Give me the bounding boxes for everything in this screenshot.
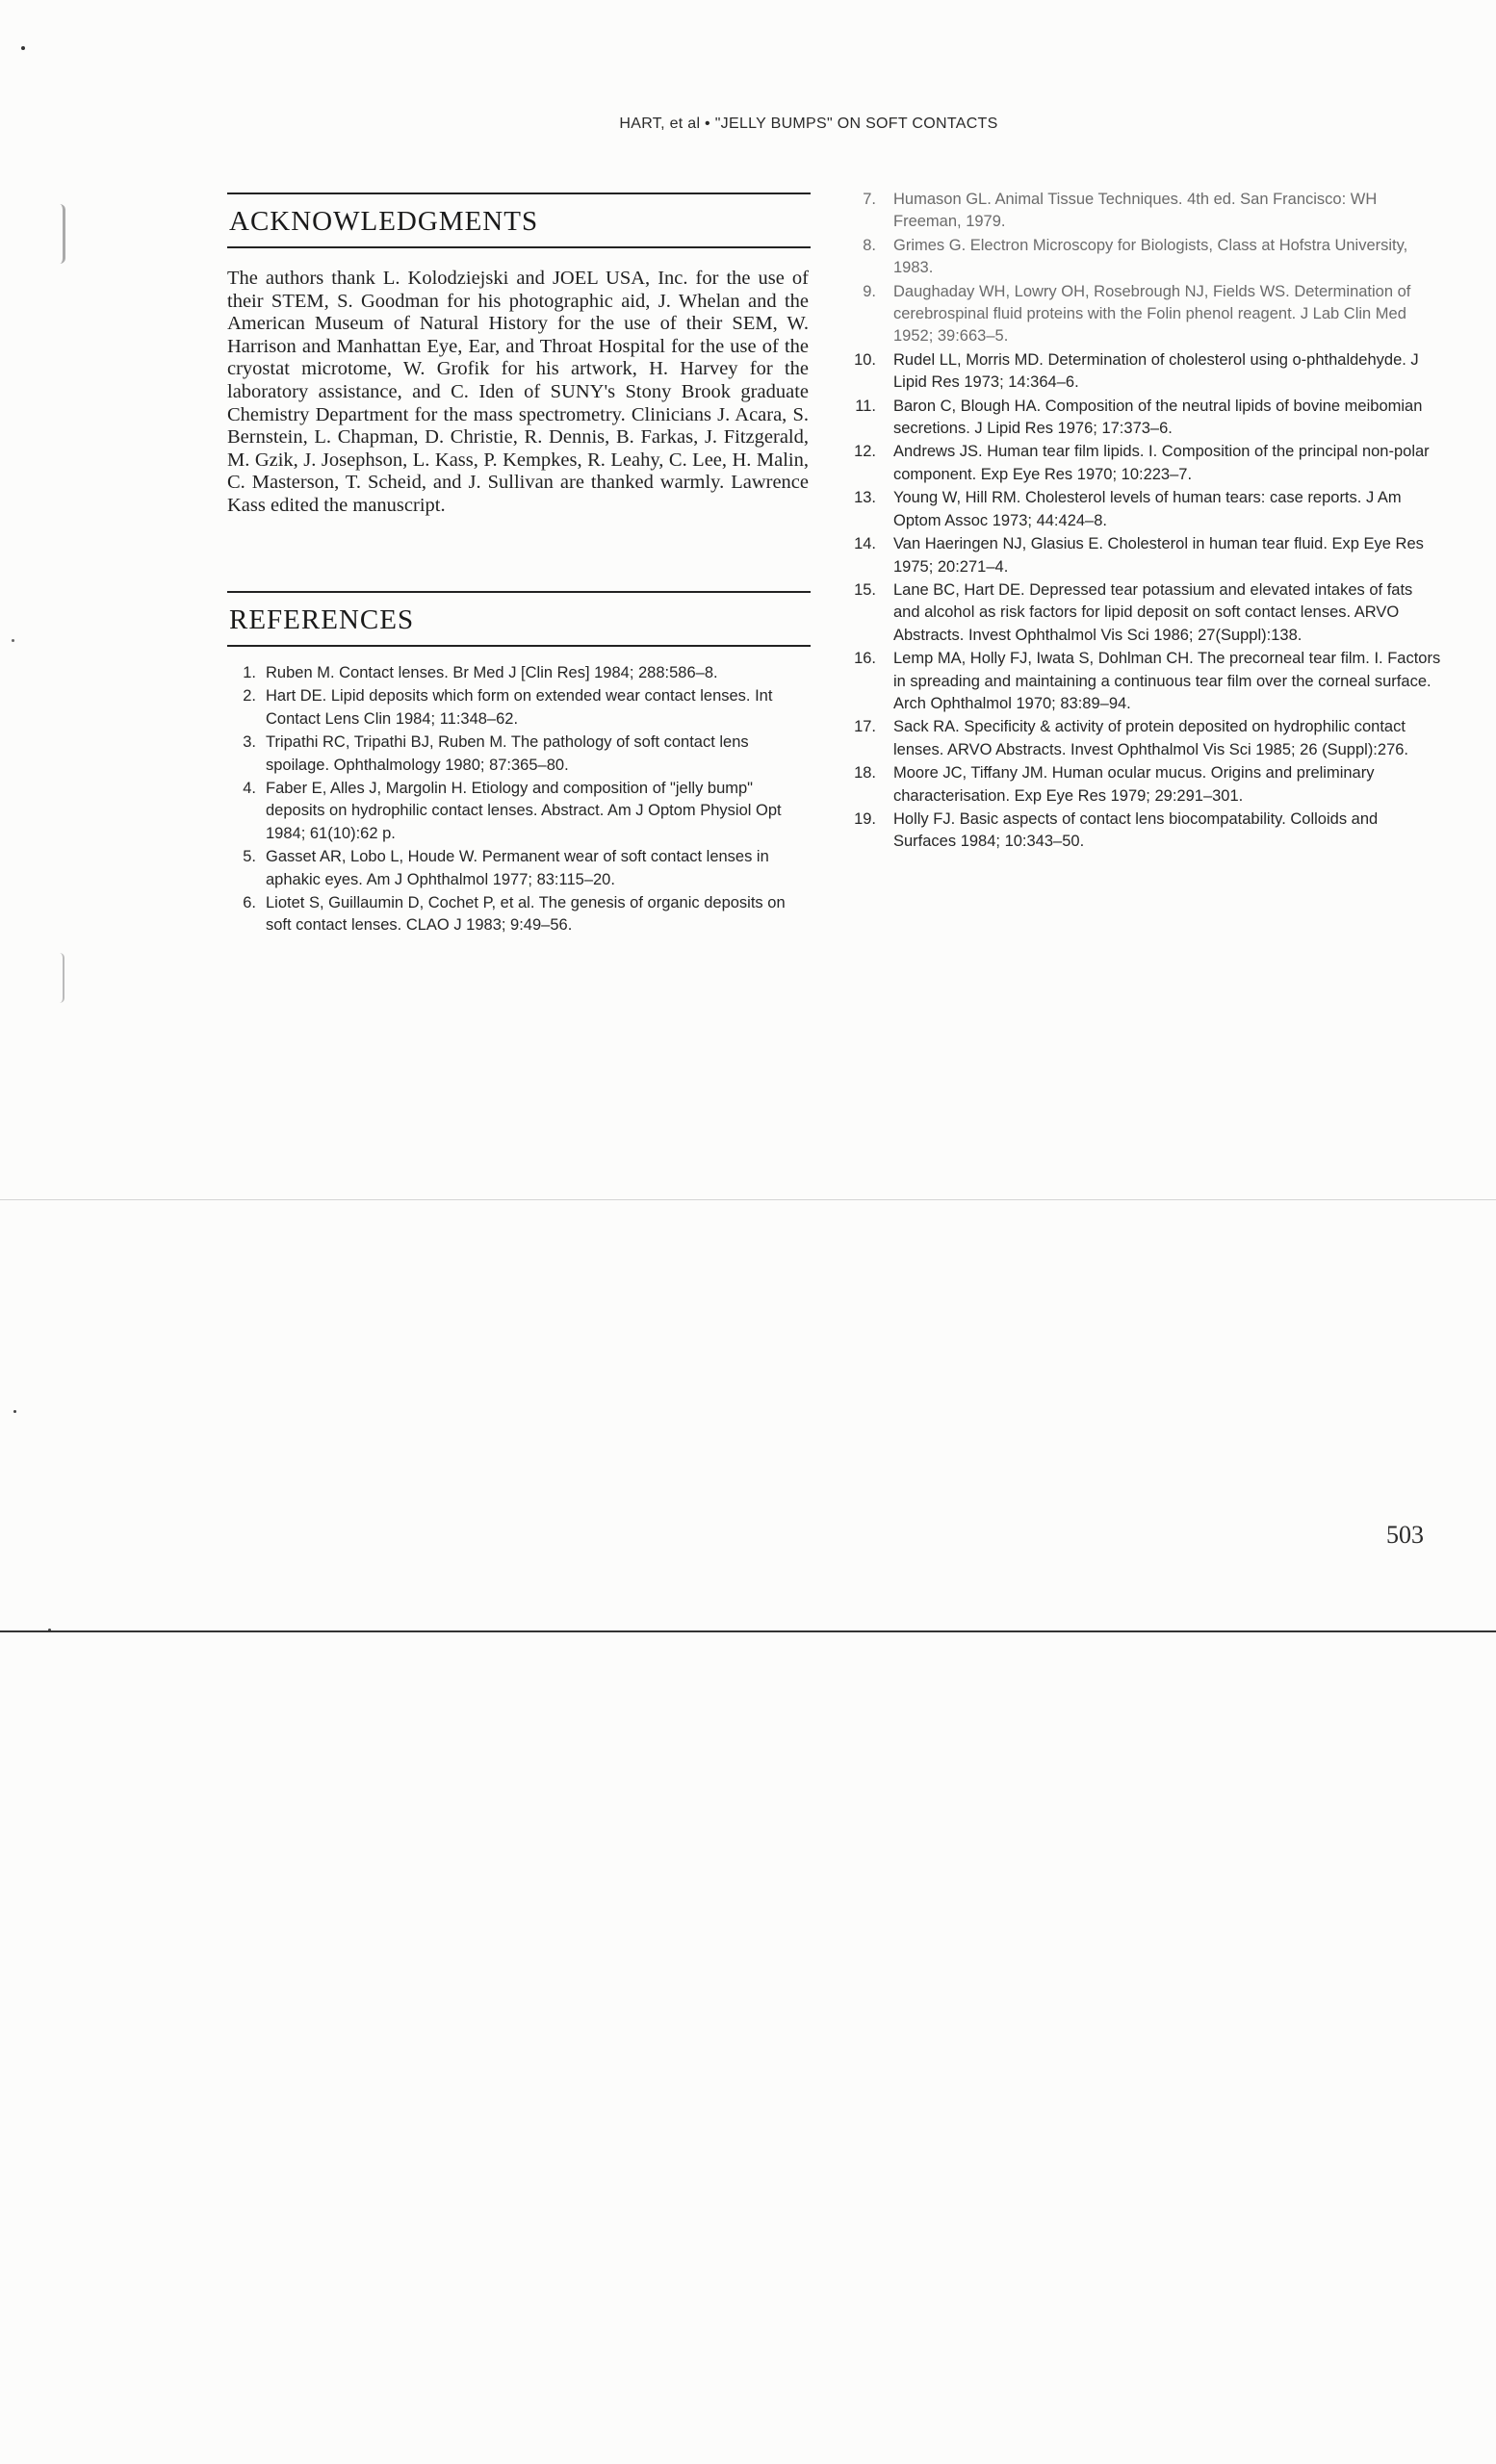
reference-item [227,778,811,845]
reference-text: Moore JC, Tiffany JM. Human ocular mucus. Origins and preliminary characterisation. Exp Eye Res 1979; 29:291–301. [893,764,1375,805]
reference-number: 7. [863,191,876,208]
reference-number: 5. [243,848,256,866]
reference-number: 17. [854,718,876,736]
reference-text: Rudel LL, Morris MD. Determination of cholesterol using o-phthaldehyde. J Lipid Res 1973; 14:364–6. [893,350,1419,392]
reference-number: 14. [854,535,876,553]
reference-item [227,732,811,777]
reference-text: Ruben M. Contact lenses. Br Med J [Clin Res] 1984; 288:586–8. [266,664,718,681]
reference-item [843,349,1442,395]
reference-number: 15. [854,580,876,599]
reference-item [843,579,1442,647]
reference-text: Lemp MA, Holly FJ, Iwata S, Dohlman CH. The precorneal tear film. I. Factors in spreading and maintaining a continuous tear film over the corneal surface. Arch Ophthalmol 1970; 83:89–94. [893,650,1441,712]
reference-number: 9. [863,282,876,300]
reference-item [843,648,1442,715]
reference-text: Hart DE. Lipid deposits which form on extended wear contact lenses. Int Contact Lens Clin 1984; 11:348–62. [266,687,773,728]
reference-text: Van Haeringen NJ, Glasius E. Cholesterol in human tear fluid. Exp Eye Res 1975; 20:271–4. [893,535,1424,576]
reference-item [843,762,1442,808]
reference-number: 4. [243,780,256,798]
reference-text: Gasset AR, Lobo L, Houde W. Permanent wear of soft contact lenses in aphakic eyes. Am J Ophthalmol 1977; 83:115–20. [266,848,769,888]
reference-item [227,892,811,937]
acknowledgments-body: The authors thank L. Kolodziejski and JOEL USA, Inc. for the use of their STEM, S. Goodman for his photographic aid, J. Whelan and the American Museum of Natural History for the use of their SEM, W. Harrison and Manhattan Eye, Ear, and Throat Hospital for the use of the cryostat microtome, W. Grofik for his artwork, H. Harvey for the laboratory assistance, and C. Iden of SUNY's Stony Brook graduate Chemistry Department for the mass spectrometry. Clinicians J. Acara, S. Bernstein, L. Chapman, D. Christie, R. Dennis, B. Farkas, J. Fitzgerald, M. Gzik, J. Josephson, L. Kass, P. Kempkes, R. Leahy, C. Lee, H. Malin, C. Masterson, T. Scheid, and J. Sullivan are thanked warmly. Lawrence Kass edited the manuscript. [227,268,809,516]
scan-artifact [13,1410,16,1413]
reference-item [843,281,1442,348]
reference-item [227,846,811,891]
reference-number: 10. [854,350,876,369]
reference-number: 12. [854,443,876,461]
page-bottom-rule [0,1630,1496,1632]
references-bottom-rule [227,645,811,647]
scan-artifact [12,639,14,642]
references-heading: REFERENCES [229,604,415,635]
acknowledgments-top-rule [227,192,811,194]
reference-text: Faber E, Alles J, Margolin H. Etiology and composition of "jelly bump" deposits on hydrophilic contact lenses. Abstract. Am J Optom Physiol Opt 1984; 61(10):62 p. [266,780,782,842]
scan-artifact [60,204,65,264]
running-head: HART, et al • "JELLY BUMPS" ON SOFT CONTACTS [619,116,998,132]
reference-number: 2. [243,687,256,706]
reference-text: Baron C, Blough HA. Composition of the neutral lipids of bovine meibomian secretions. J Lipid Res 1976; 17:373–6. [893,397,1423,438]
reference-item [843,235,1442,280]
scan-artifact [21,46,25,50]
references-left-column [227,662,811,938]
acknowledgments-bottom-rule [227,246,811,248]
scan-artifact [0,1199,1496,1200]
reference-text: Grimes G. Electron Microscopy for Biologists, Class at Hofstra University, 1983. [893,236,1408,277]
page-number: 503 [1386,1521,1424,1549]
references-top-rule [227,591,811,593]
reference-text: Holly FJ. Basic aspects of contact lens biocompatability. Colloids and Surfaces 1984; 10:343–50. [893,809,1379,851]
reference-text: Liotet S, Guillaumin D, Cochet P, et al. The genesis of organic deposits on soft contact lenses. CLAO J 1983; 9:49–56. [266,894,786,935]
reference-item [843,441,1442,486]
reference-number: 1. [243,664,256,681]
reference-item [843,396,1442,441]
reference-number: 8. [863,236,876,254]
reference-number: 19. [854,809,876,828]
reference-number: 6. [243,894,256,912]
reference-item [843,533,1442,578]
reference-item [227,685,811,731]
reference-item [843,716,1442,761]
reference-text: Daughaday WH, Lowry OH, Rosebrough NJ, Fields WS. Determination of cerebrospinal fluid proteins with the Folin phenol reagent. J Lab Clin Med 1952; 39:663–5. [893,282,1411,346]
reference-text: Tripathi RC, Tripathi BJ, Ruben M. The pathology of soft contact lens spoilage. Ophthalmology 1980; 87:365–80. [266,733,749,774]
reference-number: 11. [855,397,876,415]
reference-number: 13. [854,489,876,507]
reference-item [227,662,811,684]
reference-number: 16. [854,650,876,668]
reference-number: 18. [854,764,876,783]
acknowledgments-heading: ACKNOWLEDGMENTS [229,206,539,237]
reference-text: Sack RA. Specificity & activity of protein deposited on hydrophilic contact lenses. ARVO Abstracts. Invest Ophthalmol Vis Sci 1985; 26 (Suppl):276. [893,718,1409,758]
reference-text: Andrews JS. Human tear film lipids. I. Composition of the principal non-polar component. Exp Eye Res 1970; 10:223–7. [893,443,1430,483]
reference-item [843,189,1442,234]
reference-text: Humason GL. Animal Tissue Techniques. 4th ed. San Francisco: WH Freeman, 1979. [893,191,1378,231]
reference-item [843,487,1442,532]
reference-text: Young W, Hill RM. Cholesterol levels of human tears: case reports. J Am Optom Assoc 1973; 44:424–8. [893,489,1402,529]
references-right-column [843,189,1442,855]
scan-artifact [60,953,64,1003]
reference-text: Lane BC, Hart DE. Depressed tear potassium and elevated intakes of fats and alcohol as risk factors for lipid deposit on soft contact lenses. ARVO Abstracts. Invest Ophthalmol Vis Sci 1986; 27(Suppl):138. [893,580,1413,644]
reference-item [843,808,1442,854]
reference-number: 3. [243,733,256,752]
